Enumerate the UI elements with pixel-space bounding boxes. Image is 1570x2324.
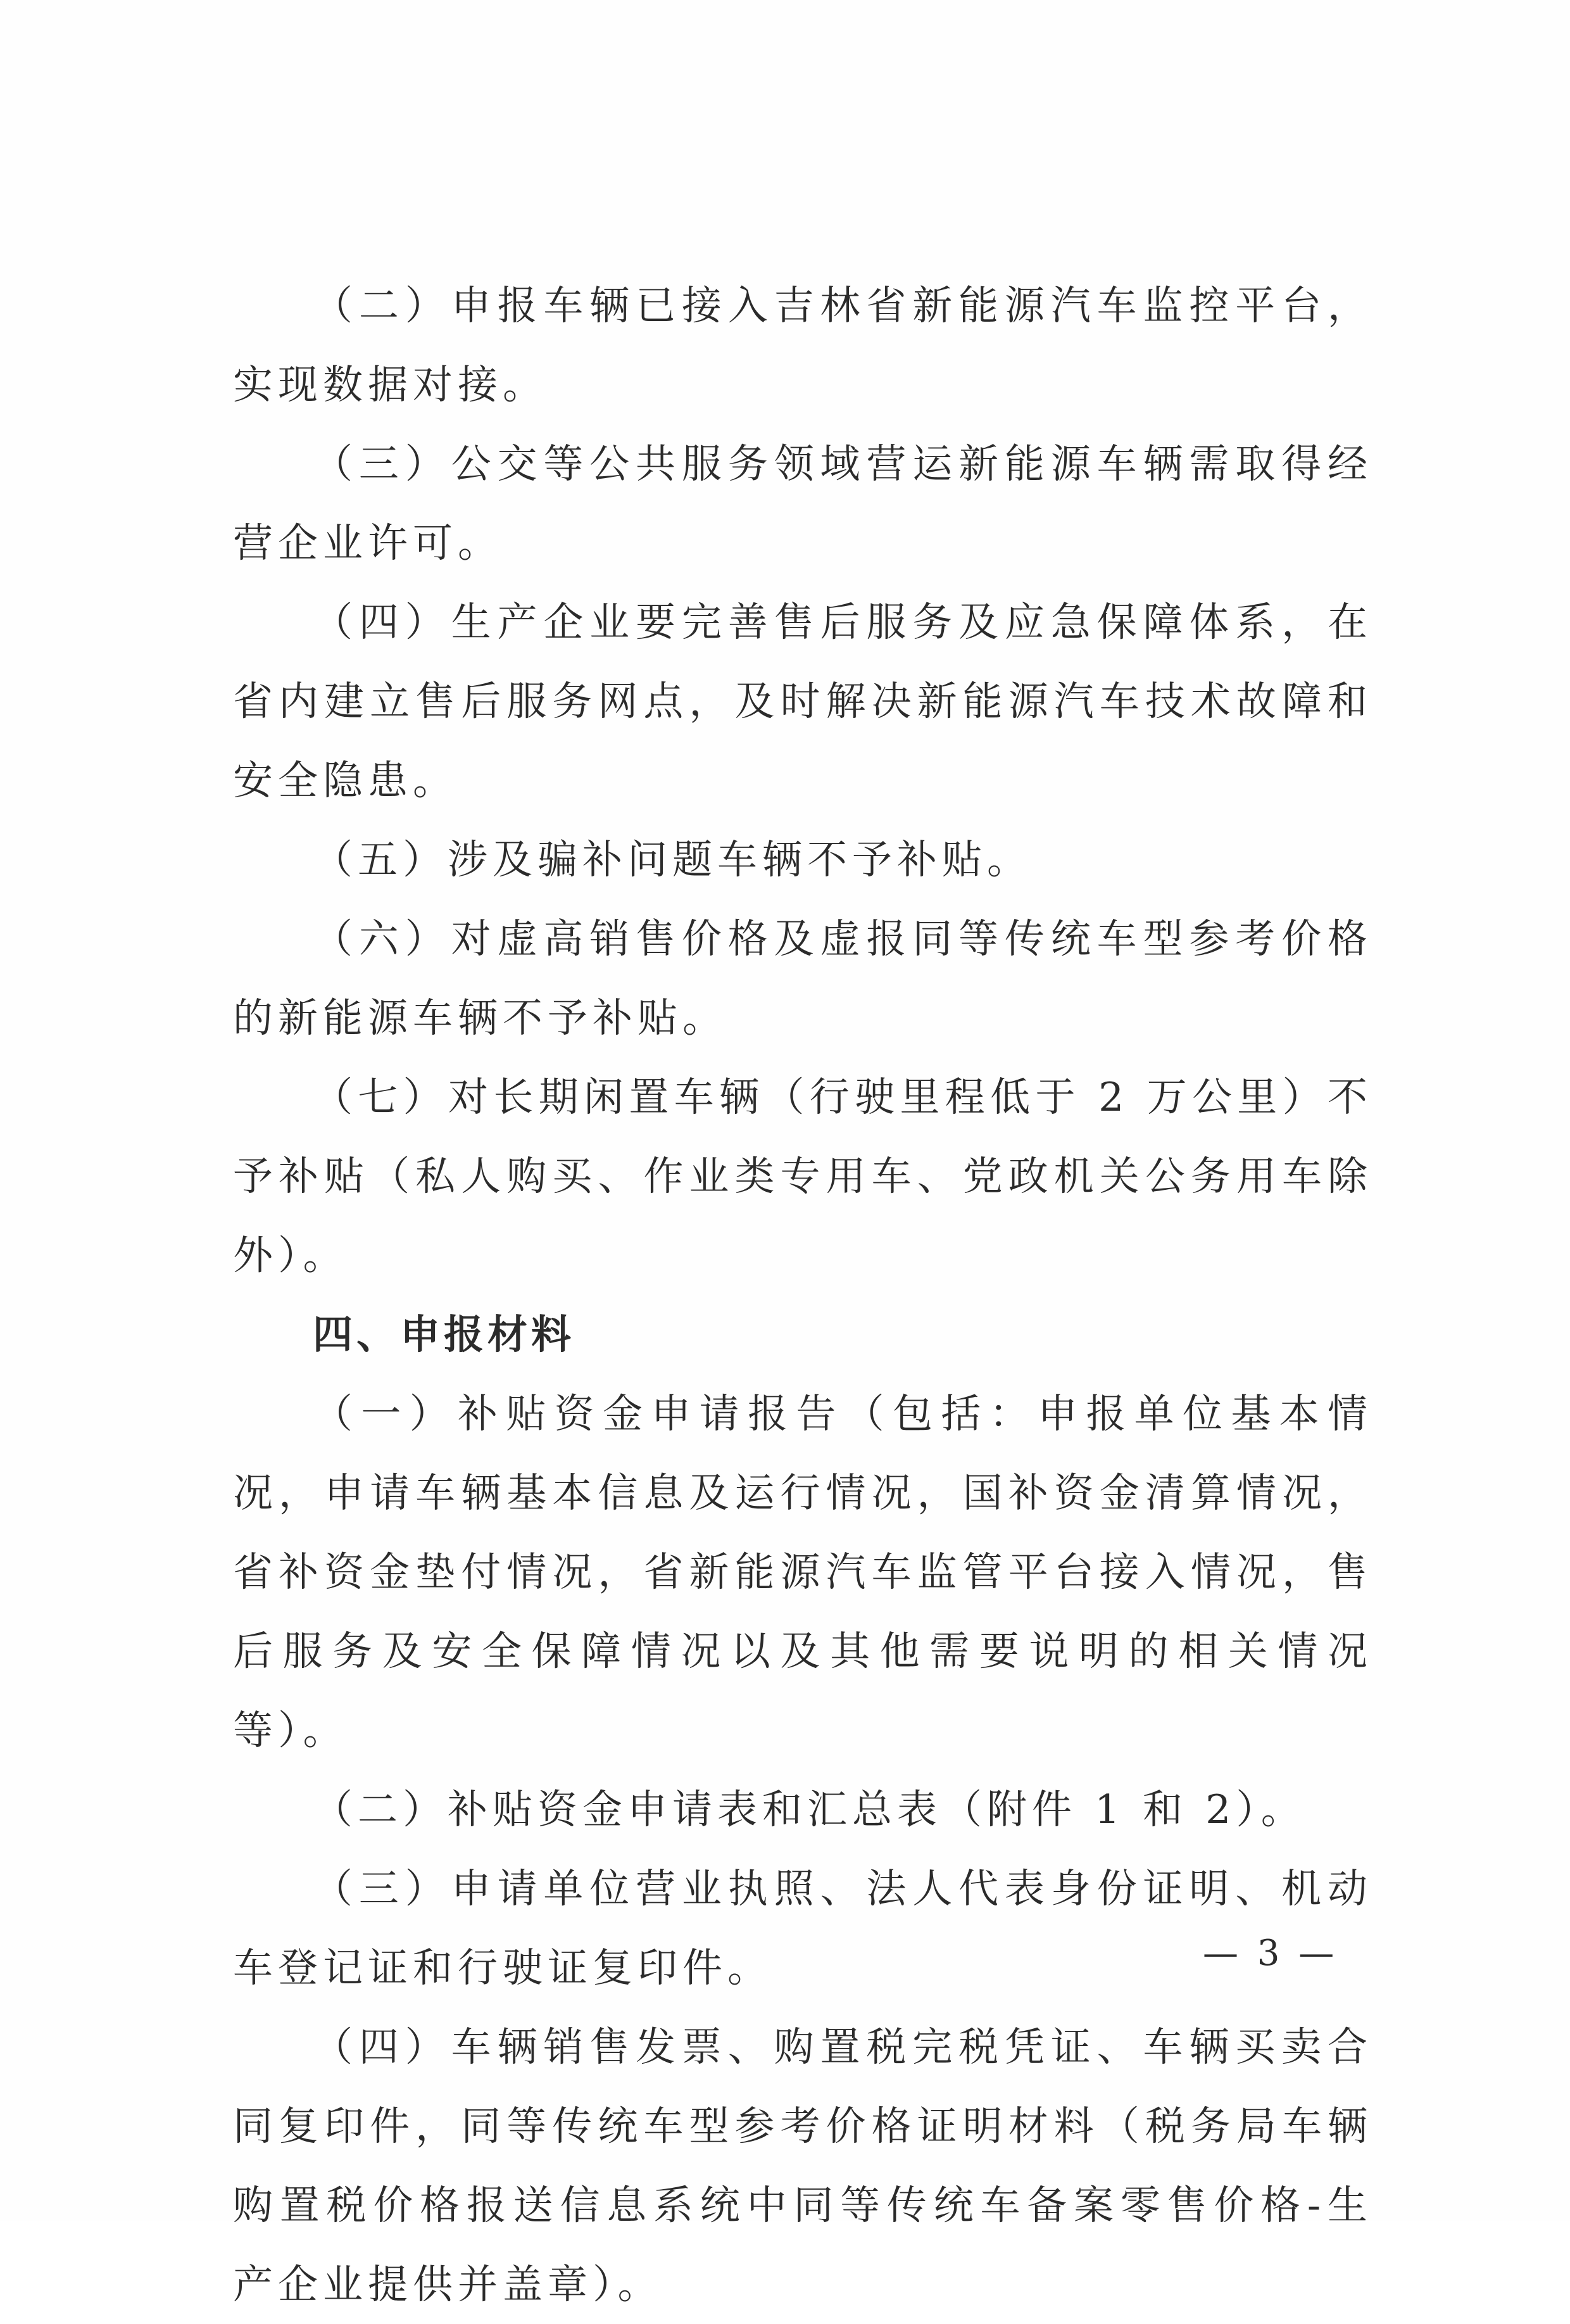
paragraph-requirement-3: （三）公交等公共服务领域营运新能源车辆需取得经营企业许可。 <box>233 441 1372 566</box>
document-body <box>233 266 1372 2324</box>
paragraph-requirement-2: （二）申报车辆已接入吉林省新能源汽车监控平台，实现数据对接。 <box>233 282 1372 408</box>
page-number: — 3 — <box>1203 1933 1338 1974</box>
paragraph-material-2: （二）补贴资金申请表和汇总表（附件 1 和 2）。 <box>313 1786 1306 1833</box>
paragraph-material-3: （三）申请单位营业执照、法人代表身份证明、机动车登记证和行驶证复印件。 <box>233 1866 1372 1991</box>
paragraph-requirement-6: （六）对虚高销售价格及虚报同等传统车型参考价格的新能源车辆不予补贴。 <box>233 916 1372 1041</box>
paragraph-requirement-5: （五）涉及骗补问题车辆不予补贴。 <box>313 837 1032 883</box>
section-heading-materials: 四、申报材料 <box>313 1311 575 1358</box>
paragraph-requirement-7: （七）对长期闲置车辆（行驶里程低于 2 万公里）不予补贴（私人购买、作业类专用车、党政机关公务用车除外）。 <box>233 1074 1372 1279</box>
paragraph-material-1: （一）补贴资金申请报告（包括：申报单位基本情况，申请车辆基本信息及运行情况，国补资金清算情况，省补资金垫付情况，省新能源汽车监管平台接入情况，售后服务及安全保障情况以及其他需要说明的相关情况等）。 <box>233 1391 1372 1753</box>
paragraph-requirement-4: （四）生产企业要完善售后服务及应急保障体系，在省内建立售后服务网点，及时解决新能源汽车技术故障和安全隐患。 <box>233 599 1372 804</box>
paragraph-material-4: （四）车辆销售发票、购置税完税凭证、车辆买卖合同复印件，同等传统车型参考价格证明材料（税务局车辆购置税价格报送信息系统中同等传统车备案零售价格-生产企业提供并盖章）。 <box>233 2024 1372 2308</box>
